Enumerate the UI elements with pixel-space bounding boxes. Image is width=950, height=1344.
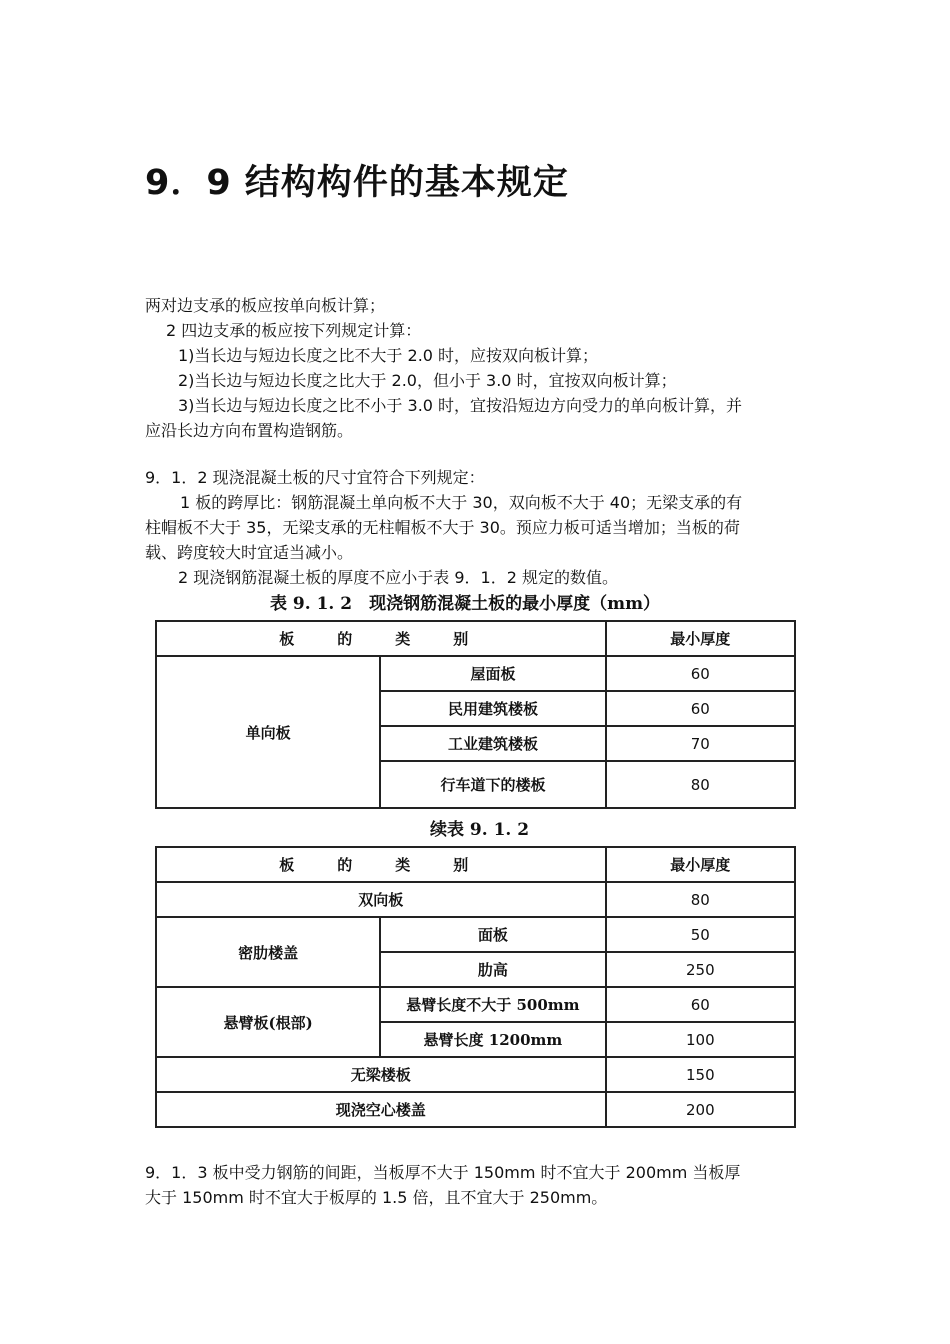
table-header-row xyxy=(156,847,795,882)
value-cell: 70 xyxy=(606,726,795,761)
type-cell: 无梁楼板 xyxy=(156,1057,606,1092)
type-cell: 屋面板 xyxy=(380,656,605,691)
table-row xyxy=(156,882,795,917)
value-cell: 60 xyxy=(606,691,795,726)
min-thickness-table xyxy=(155,620,796,809)
type-cell: 现浇空心楼盖 xyxy=(156,1092,606,1127)
group-cell: 密肋楼盖 xyxy=(156,917,380,987)
header-type: 板 的 类 别 xyxy=(156,621,606,656)
min-thickness-table-continued xyxy=(155,846,796,1128)
table-header-row xyxy=(156,621,795,656)
paragraph: 1)当长边与短边长度之比不大于 2.0 时，应按双向板计算； xyxy=(178,346,599,365)
table-row xyxy=(156,987,795,1022)
group-cell: 单向板 xyxy=(156,656,380,808)
section-heading: 9．1．2 现浇混凝土板的尺寸宜符合下列规定： xyxy=(145,468,485,487)
paragraph: 2)当长边与短边长度之比大于 2.0，但小于 3.0 时，宜按双向板计算； xyxy=(178,371,677,390)
type-cell: 工业建筑楼板 xyxy=(380,726,605,761)
type-cell: 悬臂长度 1200mm xyxy=(380,1022,605,1057)
value-cell: 250 xyxy=(606,952,795,987)
paragraph: 1 板的跨厚比：钢筋混凝土单向板不大于 30，双向板不大于 40；无梁支承的有 xyxy=(180,493,743,512)
header-type: 板 的 类 别 xyxy=(156,847,606,882)
paragraph: 2 四边支承的板应按下列规定计算： xyxy=(166,321,422,340)
paragraph: 载、跨度较大时宜适当减小。 xyxy=(145,543,354,562)
value-cell: 150 xyxy=(606,1057,795,1092)
paragraph: 应沿长边方向布置构造钢筋。 xyxy=(145,421,354,440)
value-cell: 60 xyxy=(606,987,795,1022)
table-row xyxy=(156,1057,795,1092)
type-cell: 民用建筑楼板 xyxy=(380,691,605,726)
header-min: 最小厚度 xyxy=(606,847,795,882)
header-min: 最小厚度 xyxy=(606,621,795,656)
paragraph: 柱帽板不大于 35，无梁支承的无柱帽板不大于 30。预应力板可适当增加；当板的荷 xyxy=(145,518,740,537)
paragraph: 大于 150mm 时不宜大于板厚的 1.5 倍，且不宜大于 250mm。 xyxy=(145,1188,608,1207)
value-cell: 80 xyxy=(606,882,795,917)
table-row xyxy=(156,656,795,691)
section-heading: 9．1．3 板中受力钢筋的间距，当板厚不大于 150mm 时不宜大于 200mm 当板厚 xyxy=(145,1163,741,1182)
type-cell: 面板 xyxy=(380,917,605,952)
value-cell: 100 xyxy=(606,1022,795,1057)
type-cell: 双向板 xyxy=(156,882,606,917)
table-row xyxy=(156,917,795,952)
group-cell: 悬臂板(根部) xyxy=(156,987,380,1057)
value-cell: 50 xyxy=(606,917,795,952)
paragraph: 2 现浇钢筋混凝土板的厚度不应小于表 9．1．2 规定的数值。 xyxy=(178,568,618,587)
table-caption: 表 9. 1. 2 现浇钢筋混凝土板的最小厚度（mm） xyxy=(270,594,661,614)
page-title: 9．9 结构构件的基本规定 xyxy=(145,163,569,203)
type-cell: 悬臂长度不大于 500mm xyxy=(380,987,605,1022)
type-cell: 行车道下的楼板 xyxy=(380,761,605,808)
table-row xyxy=(156,1092,795,1127)
paragraph: 3)当长边与短边长度之比不小于 3.0 时，宜按沿短边方向受力的单向板计算，并 xyxy=(178,396,743,415)
value-cell: 200 xyxy=(606,1092,795,1127)
value-cell: 80 xyxy=(606,761,795,808)
table-caption: 续表 9. 1. 2 xyxy=(430,820,530,840)
type-cell: 肋高 xyxy=(380,952,605,987)
value-cell: 60 xyxy=(606,656,795,691)
paragraph: 两对边支承的板应按单向板计算； xyxy=(145,296,386,315)
